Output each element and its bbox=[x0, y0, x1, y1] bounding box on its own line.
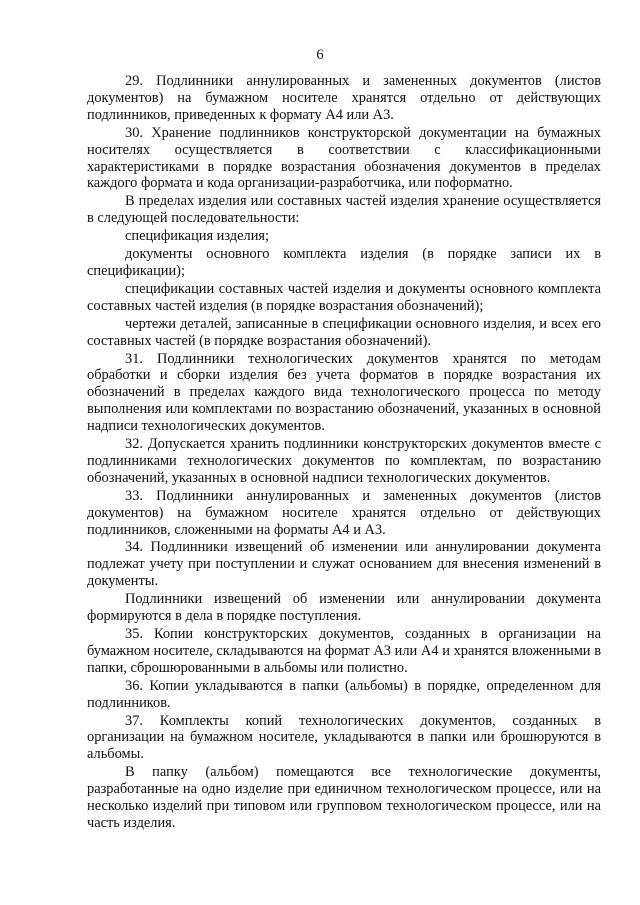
paragraph-31: 31. Подлинники технологических документов хранятся по методам обработки и сборки изделия без учета форматов в порядке возрастания их обозначений в пределах каждого вида технологического процесса по методу выполнения или комплектами по возрастанию обозначений, указанных в основной надписи технологических документов. bbox=[87, 350, 601, 435]
paragraph-29: 29. Подлинники аннулированных и замененных документов (листов документов) на бумажном носителе хранятся отдельно от действующих подлинников, приведенных к формату А4 или А3. bbox=[87, 73, 601, 123]
paragraph-32: 32. Допускается хранить подлинники конструкторских документов вместе с подлинниками технологических документов по комплектам, по возрастанию обозначений, указанных в основной надписи технологических документов. bbox=[87, 436, 601, 486]
list-item-main-documents: документы основного комплекта изделия (в порядке записи их в спецификации); bbox=[87, 246, 601, 279]
page-number: 6 bbox=[316, 47, 324, 63]
paragraph-34: 34. Подлинники извещений об изменении или аннулировании документа подлежат учету при поступлении и служат основанием для внесения изменений в документы. bbox=[87, 539, 601, 590]
paragraph-36: 36. Копии укладываются в папки (альбомы) в порядке, определенном для подлинников. bbox=[87, 677, 601, 711]
paragraph-30: 30. Хранение подлинников конструкторской документации на бумажных носителях осуществляется в соответствии с классификационными характеристиками в порядке возрастания обозначения документов в пределах каждого формата и кода организации-разработчика, или поформатно. bbox=[87, 124, 601, 192]
paragraph-34-notices: Подлинники извещений об изменении или аннулировании документа формируются в дела в порядке поступления. bbox=[87, 591, 601, 625]
paragraph-35: 35. Копии конструкторских документов, созданных в организации на бумажном носителе, складываются на формат А3 или А4 и хранятся вложенными в папки, сброшюрованными в альбомы или полистно. bbox=[87, 626, 601, 676]
document-body bbox=[87, 73, 601, 832]
paragraph-37: 37. Комплекты копий технологических документов, созданных в организации на бумажном носителе, укладываются в папки или брошюруются в альбомы. bbox=[87, 712, 601, 763]
list-item-part-drawings: чертежи деталей, записанные в спецификации основного изделия, и всех его составных частей (в порядке возрастания обозначений). bbox=[87, 315, 601, 349]
paragraph-33: 33. Подлинники аннулированных и замененных документов (листов документов) на бумажном носителе хранятся отдельно от действующих подлинников, сложенными на форматы А4 и А3. bbox=[87, 487, 601, 538]
list-item-component-specifications: спецификации составных частей изделия и документы основного комплекта составных частей изделия (в порядке возрастания обозначений); bbox=[87, 280, 601, 314]
paragraph-storage-order-intro: В пределах изделия или составных частей изделия хранение осуществляется в следующей последовательности: bbox=[87, 193, 601, 227]
paragraph-37-album: В папку (альбом) помещаются все технологические документы, разработанные на одно изделие при единичном технологическом процессе, или на несколько изделий при типовом или групповом технологическом процессе, или на часть изделия. bbox=[87, 764, 601, 831]
list-item-specification: спецификация изделия; bbox=[125, 228, 270, 245]
